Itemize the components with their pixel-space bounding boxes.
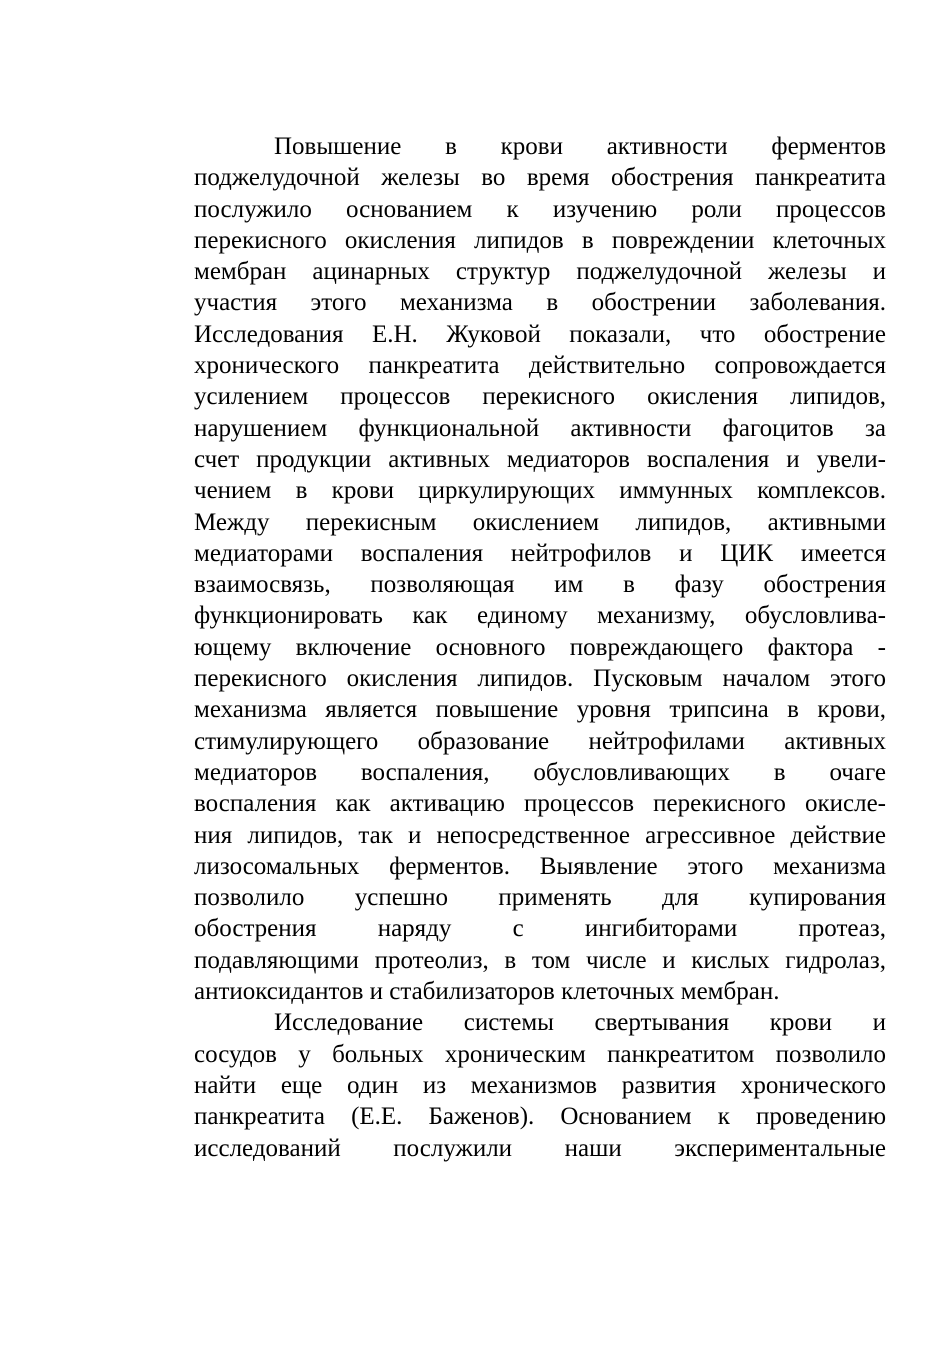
- text-line: ющему включение основного повреждающего фактора -: [194, 633, 886, 661]
- text-line: участия этого механизма в обострении заболевания.: [194, 289, 886, 317]
- text-line: воспаления как активацию процессов перекисного окисле-: [194, 790, 886, 818]
- text-line: поджелудочной железы во время обострения панкреатита: [194, 164, 886, 192]
- text-line: Повышение в крови активности ферментов: [274, 133, 886, 160]
- text-line: найти еще один из механизмов развития хронического: [194, 1071, 886, 1099]
- text-line: панкреатита (Е.Е. Баженов). Основанием к проведению: [194, 1103, 886, 1131]
- text-line: медиаторами воспаления нейтрофилов и ЦИК имеется: [194, 539, 886, 567]
- text-line: нарушением функциональной активности фагоцитов за: [194, 414, 886, 442]
- text-line: сосудов у больных хроническим панкреатитом позволило: [194, 1040, 886, 1068]
- text-line: Исследования Е.Н. Жуковой показали, что обострение: [194, 320, 886, 348]
- text-line: взаимосвязь, позволяющая им в фазу обострения: [194, 571, 886, 599]
- text-line: перекисного окисления липидов. Пусковым началом этого: [194, 665, 886, 693]
- text-line: медиаторов воспаления, обусловливающих в очаге: [194, 758, 886, 786]
- text-line: лизосомальных ферментов. Выявление этого механизма: [194, 852, 886, 880]
- body-text: [194, 131, 886, 1164]
- text-line: стимулирующего образование нейтрофилами активных: [194, 727, 886, 755]
- text-line: мембран ацинарных структур поджелудочной железы и: [194, 258, 886, 286]
- paragraph-1: [194, 131, 886, 1007]
- text-line: исследований послужили наши экспериментальные: [194, 1134, 886, 1162]
- text-line: хронического панкреатита действительно сопровождается: [194, 352, 886, 380]
- text-line: антиоксидантов и стабилизаторов клеточных мембран.: [194, 978, 780, 1006]
- text-line: ния липидов, так и непосредственное агрессивное действие: [194, 821, 886, 849]
- paragraph-2: [194, 1007, 886, 1163]
- text-line: усилением процессов перекисного окисления липидов,: [194, 383, 886, 411]
- text-line: позволило успешно применять для купирования: [194, 884, 886, 912]
- text-line: Между перекисным окислением липидов, активными: [194, 508, 886, 536]
- text-line: послужило основанием к изучению роли процессов: [194, 195, 886, 223]
- text-line: чением в крови циркулирующих иммунных комплексов.: [194, 477, 886, 505]
- text-line: перекисного окисления липидов в повреждении клеточных: [194, 226, 886, 254]
- text-line: подавляющими протеолиз, в том числе и кислых гидролаз,: [194, 946, 886, 974]
- text-line: функционировать как единому механизму, обусловлива-: [194, 602, 886, 630]
- text-line: обострения наряду с ингибиторами протеаз,: [194, 915, 886, 943]
- text-line: механизма является повышение уровня трипсина в крови,: [194, 696, 886, 724]
- text-line: Исследование системы свертывания крови и: [274, 1009, 886, 1037]
- text-line: счет продукции активных медиаторов воспаления и увели-: [194, 445, 886, 473]
